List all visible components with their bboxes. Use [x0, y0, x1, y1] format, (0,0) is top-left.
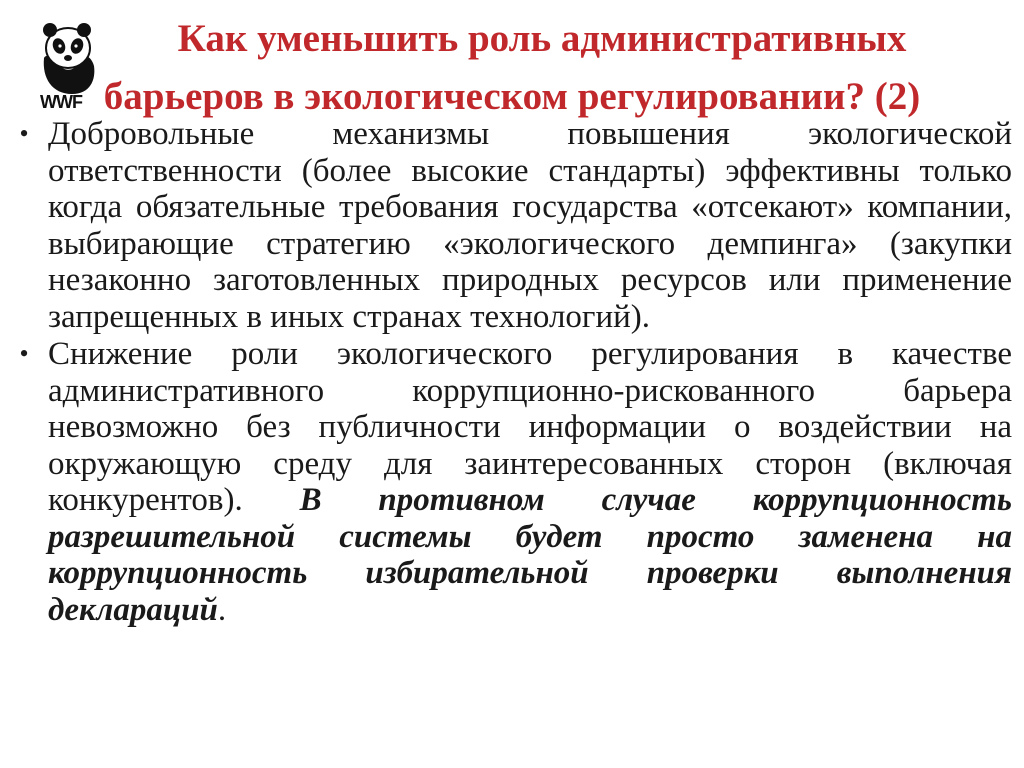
bullet-text: Добровольные механизмы повышения экологической ответственности (более высокие стандарты) эффективны только когда обязательные требования государства «отсекают» компании, выбирающие стратегию «экологического демпинга» (закупки незаконно заготовленных природных ресурсов или применение запрещенных в иных странах технологий). [48, 116, 1012, 335]
bullet-dot-icon: • [19, 339, 29, 368]
bullet-emphasis: В противном случае коррупционность разрешительной системы будет просто заменена на коррупционность избирательной проверки выполнения деклараций [48, 482, 1012, 628]
bullet-list [14, 116, 1012, 628]
bullet-dot-icon: • [19, 119, 29, 148]
title-line-2: барьеров в экологическом регулировании? (2) [103, 75, 921, 118]
slide-title [0, 10, 1024, 126]
title-line-1: Как уменьшить роль административных [177, 17, 907, 60]
bullet-item [14, 116, 1012, 335]
bullet-item [14, 336, 1012, 628]
bullet-text: Снижение роли экологического регулирования в качестве административного коррупционно-рискованного барьера невозможно без публичности информации о воздействии на окружающую среду для заинтересованных сторон (включая конкурентов). [48, 336, 1012, 518]
bullet-tail: . [217, 591, 227, 628]
logo-text: WWF [40, 92, 82, 112]
